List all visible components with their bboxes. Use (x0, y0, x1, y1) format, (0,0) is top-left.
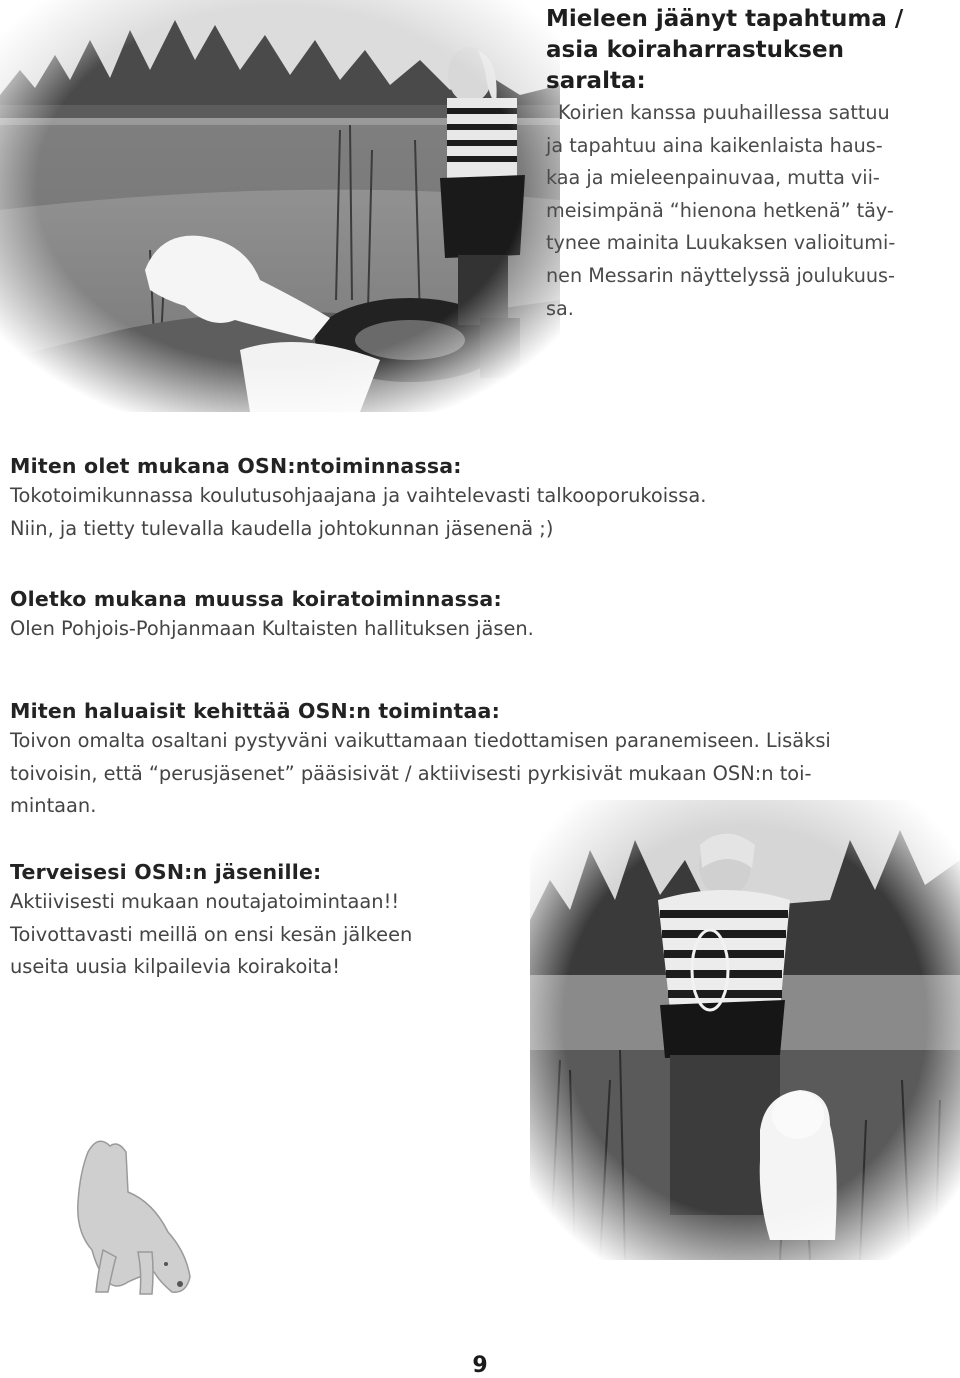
lake-photo (0, 0, 560, 412)
other-activity-heading: Oletko mukana muussa koiratoiminnassa: (10, 587, 502, 611)
develop-osn-text: Toivon omalta osaltani pystyväni vaikuttamaan tiedottamisen paranemiseen. Lisäksi toivoisin, että “perusjäsenet” pääsisivät / aktiivisesti pyrkisivät mukaan OSN:n toi- mintaan. (10, 729, 831, 817)
page-number: 9 (472, 1353, 488, 1378)
dog-handler-photo (530, 800, 960, 1260)
develop-osn-heading: Miten haluaisit kehittää OSN:n toimintaa: (10, 699, 500, 723)
memorable-event-heading: Mieleen jäänyt tapahtuma / asia koiraharrastuksen saralta: (546, 6, 904, 94)
other-activity-text: Olen Pohjois-Pohjanmaan Kultaisten hallituksen jäsen. (10, 617, 534, 640)
osn-participation-heading: Miten olet mukana OSN:ntoiminnassa: (10, 454, 462, 478)
osn-participation-section (10, 452, 955, 545)
greetings-text: Aktiivisesti mukaan noutajatoimintaan!! Toivottavasti meillä on ensi kesän jälkeen useita uusia kilpailevia koirakoita! (10, 890, 413, 978)
puppy-illustration (68, 1132, 198, 1300)
greetings-heading: Terveisesi OSN:n jäsenille: (10, 860, 322, 884)
memorable-event-block (546, 4, 956, 325)
osn-participation-text: Tokotoimikunnassa koulutusohjaajana ja vaihtelevasti talkooporukoissa. Niin, ja tietty tulevalla kaudella johtokunnan jäsenenä ;) (10, 484, 707, 540)
memorable-event-text: Koirien kanssa puuhaillessa sattuu ja tapahtuu aina kaikenlaista haus- kaa ja mieleenpainuvaa, mutta vii- meisimpänä “hienona hetkenä” täy- tynee mainita Luukaksen valioitumi- nen Messarin näyttelyssä joulukuus- sa. (546, 101, 896, 320)
other-activity-section (10, 585, 955, 646)
greetings-section (10, 858, 530, 984)
